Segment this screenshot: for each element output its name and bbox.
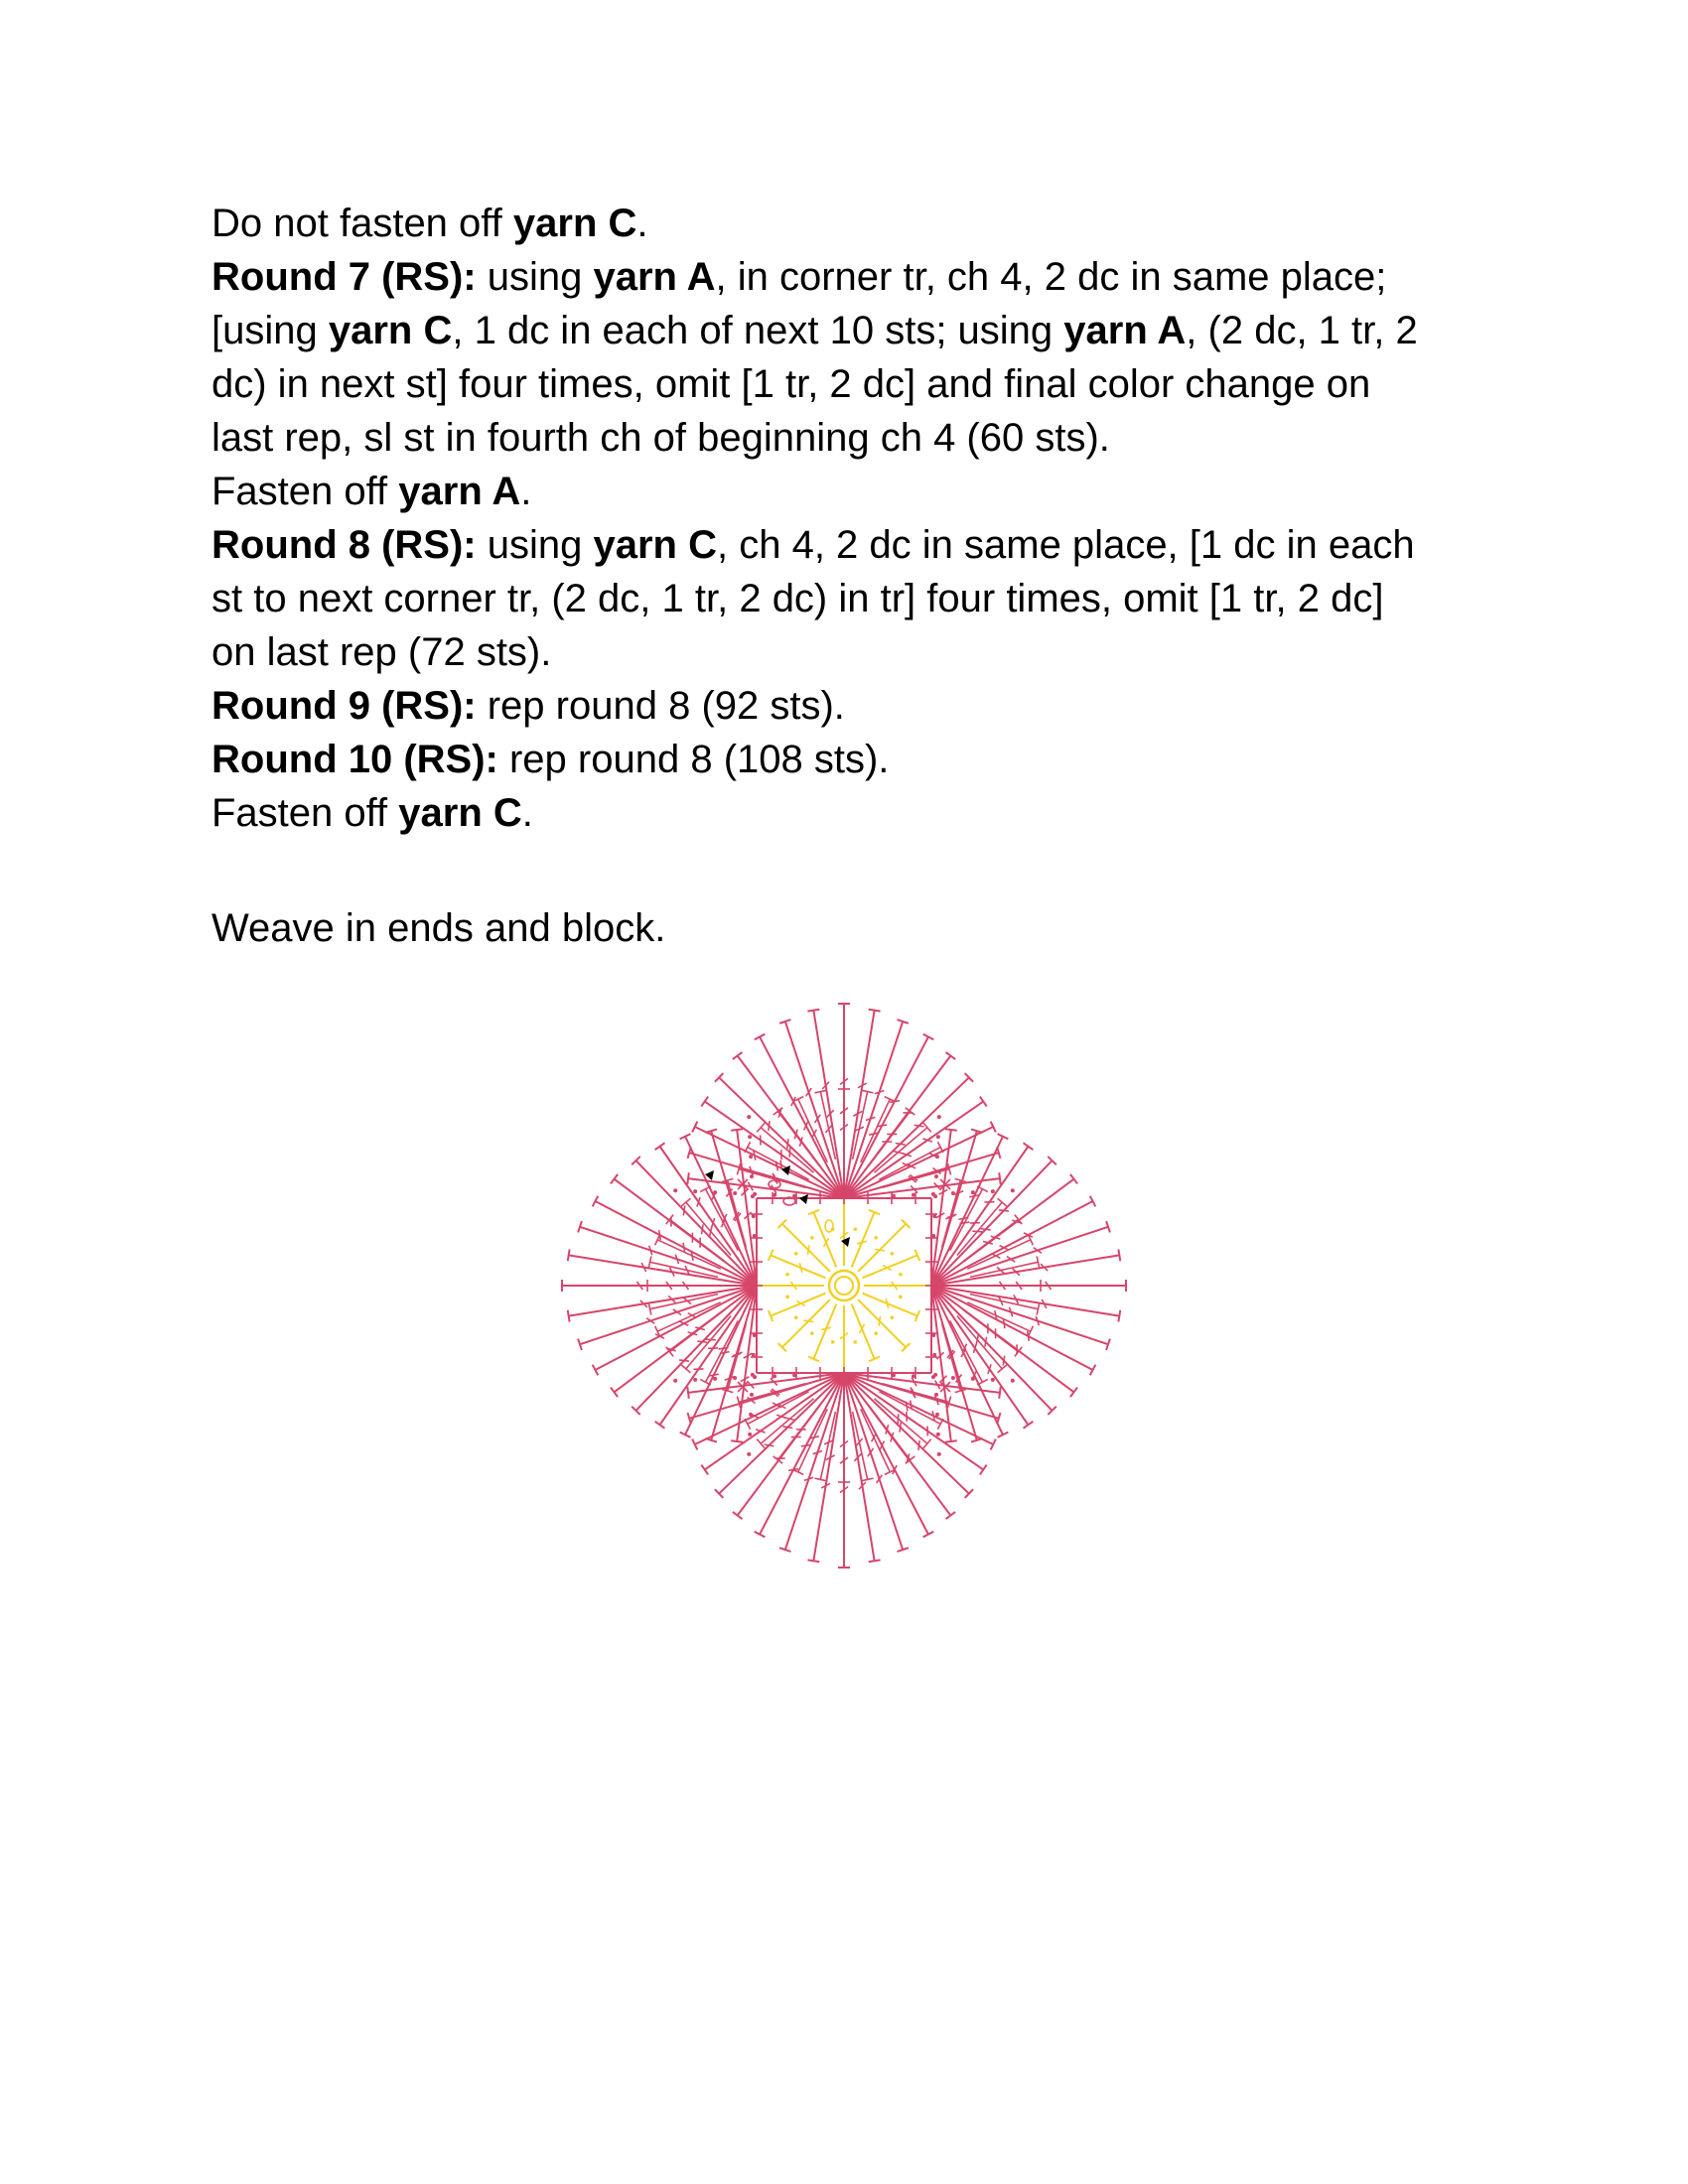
chart-chain: [890, 1252, 894, 1256]
chart-stitch: [931, 1137, 1003, 1286]
join-oval: [825, 1220, 833, 1232]
chart-stitch-top: [1024, 1422, 1034, 1429]
chart-stitch-top: [999, 1172, 1001, 1184]
chart-chain: [752, 1214, 756, 1218]
chart-stitch: [844, 1127, 993, 1198]
text-run: , in corner tr, ch 4, 2 dc in same place;: [715, 255, 1387, 299]
chart-stitch: [686, 1202, 731, 1255]
center-ring: [829, 1271, 859, 1300]
chart-stitch-top: [980, 1097, 987, 1107]
chart-chain: [693, 1378, 697, 1382]
text-run: rep round 8 (92 sts).: [476, 684, 845, 728]
chart-chain: [773, 1193, 776, 1197]
chart-stitch-top: [700, 1186, 711, 1192]
bold-term: yarn C: [398, 791, 522, 835]
chart-stitch-bar: [683, 1206, 685, 1216]
chart-stitch: [798, 1409, 827, 1472]
chart-stitch-top: [807, 1560, 819, 1562]
text-run: Fasten off: [211, 791, 399, 835]
chart-chain: [749, 1413, 753, 1417]
chart-stitch: [874, 1128, 926, 1172]
direction-marker: [799, 1194, 808, 1204]
chart-stitch: [858, 1224, 906, 1272]
instruction-line: [211, 197, 1502, 250]
chart-chain: [892, 1373, 896, 1377]
chart-stitch-top: [568, 1249, 570, 1261]
text-run: dc) in next st] four times, omit [1 tr, 2 dc] and final color change on: [211, 362, 1371, 406]
chart-chain: [747, 1452, 751, 1456]
chart-stitch-top: [869, 1560, 881, 1562]
chart-stitch-top: [1024, 1143, 1034, 1150]
chart-chain: [747, 1115, 751, 1119]
chart-stitch: [967, 1240, 1031, 1269]
chart-stitch-bar: [803, 1320, 813, 1321]
chart-stitch-bar: [702, 1224, 704, 1234]
chart-stitch: [695, 1373, 844, 1444]
chart-stitch-top: [937, 1419, 943, 1430]
pattern-instructions: [211, 197, 1502, 955]
chart-stitch: [761, 1399, 813, 1443]
chart-chain: [874, 1331, 878, 1335]
chart-chain: [785, 1296, 789, 1299]
chart-chain: [753, 1234, 757, 1238]
chart-chain: [931, 1333, 935, 1337]
chart-chain: [794, 1315, 798, 1319]
chart-chain: [899, 1296, 903, 1299]
bold-term: Round 10 (RS):: [211, 738, 498, 781]
chart-chain: [937, 1452, 941, 1456]
chart-chain: [854, 1340, 858, 1344]
chart-stitch-top: [733, 1512, 743, 1519]
chart-chain: [810, 1331, 814, 1335]
instruction-line: [211, 786, 1502, 840]
chart-stitch-top: [568, 1310, 570, 1322]
chart-chain: [750, 1174, 754, 1178]
text-run: , (2 dc, 1 tr, 2: [1186, 309, 1418, 352]
text-run: .: [521, 791, 533, 835]
chart-chain: [931, 1234, 935, 1238]
chart-stitch-top: [733, 1052, 743, 1059]
chart-stitch-top: [869, 1010, 881, 1012]
chart-stitch-bar: [769, 1121, 770, 1131]
chart-chain: [912, 1374, 915, 1378]
chart-chain: [1011, 1379, 1015, 1383]
bold-term: yarn C: [512, 202, 637, 245]
chart-stitch-top: [745, 1419, 751, 1430]
chart-chain: [1011, 1188, 1015, 1192]
chart-stitch-bar: [900, 1423, 901, 1433]
bold-term: Round 7 (RS):: [211, 255, 477, 299]
chart-stitch-top: [1070, 1174, 1077, 1184]
chart-stitch-top: [807, 1010, 819, 1012]
chart-stitch-bar: [765, 1444, 774, 1446]
chart-chain: [991, 1189, 995, 1193]
text-run: on last rep (72 sts).: [211, 630, 552, 674]
center-ring: [835, 1277, 853, 1295]
chart-chain: [693, 1189, 697, 1193]
chart-stitch-bar: [679, 1360, 689, 1361]
chart-chain: [792, 1373, 796, 1377]
chart-stitch-bar: [697, 1341, 707, 1342]
chart-stitch: [685, 1286, 757, 1434]
join-oval: [769, 1180, 780, 1188]
chart-chain: [750, 1393, 754, 1397]
chart-chain: [673, 1379, 677, 1383]
chart-stitch: [861, 1099, 890, 1162]
chart-stitch: [844, 1373, 993, 1444]
chart-stitch-bar: [789, 1148, 790, 1158]
chart-chain: [899, 1273, 903, 1277]
chart-stitch: [967, 1302, 1031, 1331]
chart-stitch-bar: [782, 1427, 792, 1429]
chart-stitch-bar: [785, 1418, 795, 1420]
chart-stitch-top: [687, 1172, 689, 1184]
chart-chain: [991, 1378, 995, 1382]
chart-stitch-bar: [787, 1139, 788, 1149]
chart-stitch: [782, 1299, 830, 1347]
text-run: .: [520, 470, 532, 513]
text-run: , ch 4, 2 dc in same place, [1 dc in each: [716, 523, 1415, 567]
chart-stitch-bar: [972, 1231, 982, 1232]
chart-stitch: [657, 1302, 721, 1331]
instruction-line: [211, 250, 1502, 304]
chart-stitch-top: [611, 1174, 618, 1184]
chart-stitch-top: [977, 1379, 988, 1385]
chart-stitch-top: [731, 1440, 743, 1442]
text-run: Do not fasten off: [211, 202, 513, 245]
chart-chain: [874, 1236, 878, 1240]
chart-chain: [932, 1214, 936, 1218]
chart-stitch-bar: [914, 1125, 924, 1127]
chart-stitch-top: [701, 1097, 708, 1107]
chart-chain: [937, 1115, 941, 1119]
chart-chain: [785, 1273, 789, 1277]
chart-stitch-top: [1118, 1310, 1120, 1322]
chart-chain: [971, 1377, 975, 1381]
chart-chain: [749, 1155, 753, 1159]
closing-instruction: Weave in ends and block.: [211, 906, 666, 950]
chart-chain: [892, 1194, 896, 1198]
chart-stitch: [782, 1224, 830, 1272]
instruction-line: [211, 679, 1502, 733]
chart-stitch-bar: [985, 1337, 987, 1347]
chart-chain: [933, 1194, 937, 1198]
chart-stitch-bar: [896, 1144, 906, 1146]
chart-chain: [931, 1375, 935, 1379]
chart-stitch: [685, 1137, 757, 1286]
chart-stitch-top: [937, 1142, 943, 1153]
crochet-chart-diagram: [551, 988, 1137, 1583]
chart-stitch-top: [745, 1142, 751, 1153]
chart-chain: [935, 1155, 939, 1159]
chart-stitch: [931, 1286, 1003, 1434]
chart-chain: [751, 1194, 755, 1198]
chart-stitch-bar: [894, 1152, 904, 1154]
chart-chain: [936, 1135, 940, 1139]
chart-stitch-bar: [879, 1316, 880, 1326]
chart-stitch-top: [700, 1379, 711, 1385]
instruction-line: [211, 465, 1502, 518]
chart-chain: [753, 1333, 757, 1337]
chart-chain: [854, 1227, 858, 1231]
chart-stitch: [957, 1315, 1002, 1368]
chart-stitch-bar: [981, 1229, 991, 1230]
chart-chain: [951, 1376, 955, 1380]
chart-stitch-top: [687, 1387, 689, 1399]
chart-chain: [752, 1353, 756, 1357]
instruction-line: [211, 304, 1502, 357]
chart-chain: [936, 1433, 940, 1436]
chart-chain: [773, 1374, 776, 1378]
chart-stitch-top: [945, 1440, 957, 1442]
chart-chain: [673, 1188, 677, 1192]
chart-stitch: [761, 1128, 813, 1172]
instruction-line: [211, 411, 1502, 465]
chart-chain: [733, 1191, 737, 1195]
bold-term: yarn A: [398, 470, 521, 513]
chart-stitch: [957, 1202, 1002, 1255]
chart-chain: [748, 1433, 752, 1436]
chart-stitch-top: [655, 1422, 665, 1429]
text-run: last rep, sl st in fourth ch of beginning ch 4 (60 sts).: [211, 416, 1110, 460]
chart-chain: [748, 1135, 752, 1139]
text-run: Fasten off: [211, 470, 399, 513]
chart-stitch: [798, 1099, 827, 1162]
bold-term: yarn A: [1063, 309, 1187, 352]
instruction-line: [211, 518, 1502, 572]
chart-stitch-top: [999, 1387, 1001, 1399]
text-run: using: [476, 255, 594, 299]
chart-stitch-bar: [706, 1339, 716, 1340]
bold-term: Round 9 (RS):: [211, 684, 477, 728]
chart-stitch-top: [1118, 1249, 1120, 1261]
bold-term: yarn A: [593, 255, 716, 299]
bold-term: yarn C: [328, 309, 453, 352]
instruction-line: [211, 625, 1502, 679]
chart-stitch-bar: [710, 1227, 712, 1237]
chart-chain: [794, 1252, 798, 1256]
crochet-chart-svg: [551, 988, 1137, 1583]
chart-stitch-top: [977, 1186, 988, 1192]
direction-marker: [841, 1237, 850, 1247]
chart-chain: [831, 1340, 835, 1344]
chart-chain: [890, 1315, 894, 1319]
chart-stitch-top: [980, 1465, 987, 1475]
chart-stitch-bar: [808, 1245, 809, 1255]
chart-stitch-bar: [918, 1440, 919, 1450]
chart-stitch: [858, 1299, 906, 1347]
chart-chain: [912, 1193, 915, 1197]
chart-stitch-top: [1070, 1388, 1077, 1398]
chart-chain: [932, 1353, 936, 1357]
chart-stitch-top: [611, 1388, 618, 1398]
chart-stitch-bar: [875, 1250, 885, 1251]
text-run: .: [636, 202, 648, 245]
text-run: , 1 dc in each of next 10 sts; using: [452, 309, 1064, 352]
chart-stitch-bar: [898, 1414, 899, 1424]
chart-stitch-top: [946, 1052, 956, 1059]
chart-chain: [934, 1174, 938, 1178]
text-run: st to next corner tr, (2 dc, 1 tr, 2 dc) in tr] four times, omit [1 tr, 2 dc]: [211, 577, 1384, 620]
chart-stitch-top: [731, 1129, 743, 1131]
chart-stitch: [874, 1399, 926, 1443]
bold-term: Round 8 (RS):: [211, 523, 477, 567]
chart-stitch: [657, 1240, 721, 1269]
bold-term: yarn C: [593, 523, 717, 567]
chart-stitch-top: [701, 1465, 708, 1475]
chart-stitch-top: [946, 1512, 956, 1519]
chart-stitch-bar: [999, 1210, 1009, 1211]
chart-chain: [810, 1236, 814, 1240]
chart-stitch: [686, 1315, 731, 1368]
chart-stitch-top: [655, 1143, 665, 1150]
text-run: using: [476, 523, 594, 567]
chart-stitch: [861, 1409, 890, 1472]
instruction-line: [211, 733, 1502, 786]
chart-stitch-top: [945, 1129, 957, 1131]
instruction-line: [211, 357, 1502, 411]
chart-stitch-bar: [976, 1335, 978, 1345]
chart-stitch-bar: [1003, 1356, 1005, 1366]
text-run: rep round 8 (108 sts).: [497, 738, 890, 781]
text-run: [using: [211, 309, 329, 352]
chart-chain: [751, 1373, 755, 1377]
chart-stitch: [695, 1127, 844, 1198]
instruction-line: [211, 572, 1502, 625]
